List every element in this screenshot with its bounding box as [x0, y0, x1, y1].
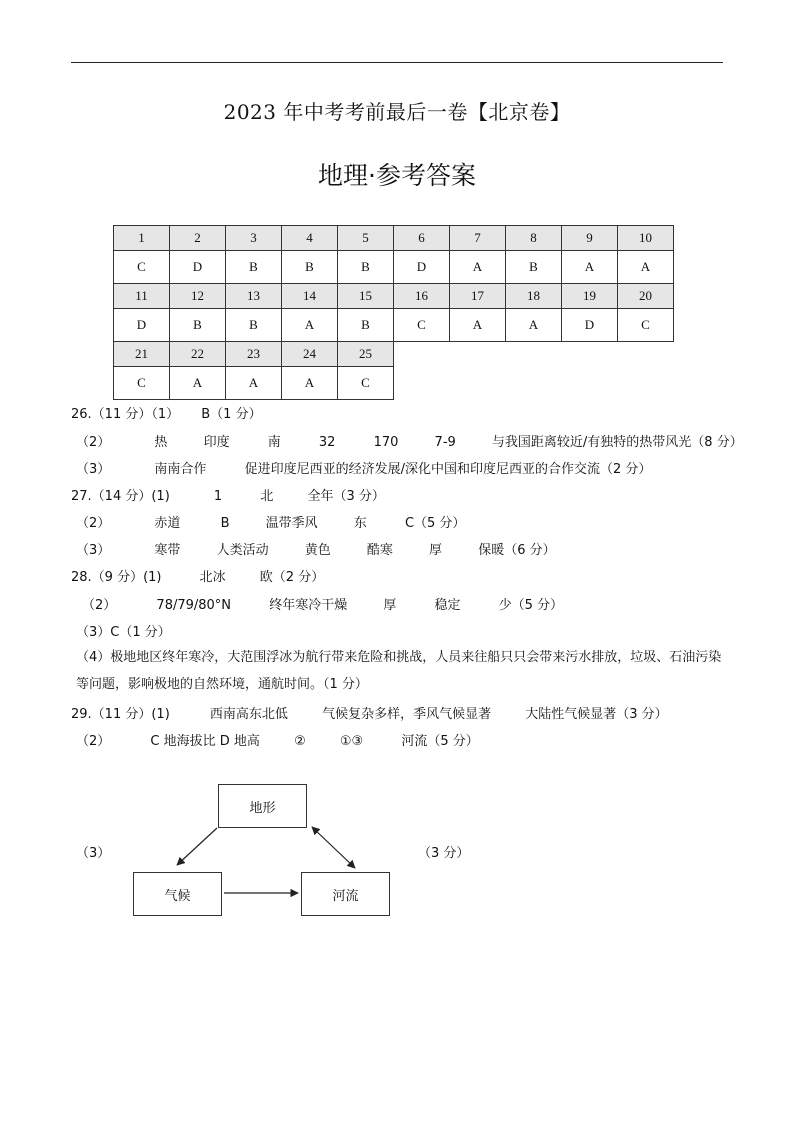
question-number-cell: 18 [506, 284, 562, 309]
question-number-cell: 3 [226, 226, 282, 251]
answer-item: 热 [154, 435, 168, 450]
answer-item: 北 [260, 489, 274, 504]
question-number-cell: 17 [450, 284, 506, 309]
q28-head [71, 566, 324, 585]
answer-cell: B [506, 251, 562, 284]
answer-cell: C [394, 309, 450, 342]
q28-part4: （4）极地地区终年寒冷，大范围浮冰为航行带来危险和挑战，人员来往船只只会带来污水排放，垃圾、石油污染等问题，影响极地的自然环境，通航时间。（1 分） [76, 650, 722, 692]
answer-item: 厚 [429, 543, 443, 558]
empty-cell [618, 342, 674, 367]
answer-item: 7-9 [434, 435, 456, 450]
arrow-terrain-to-climate [177, 828, 217, 865]
answer-item: 与我国距离较近/有独特的热带风光（8 分） [491, 435, 743, 450]
q27-part3 [76, 539, 556, 558]
q29-part3-label: （3） [76, 846, 111, 861]
answer-item: 东 [353, 516, 367, 531]
part-label: （3） [76, 462, 111, 477]
answer-item: 1 [213, 489, 223, 504]
answer-cell: A [450, 309, 506, 342]
question-number-cell: 6 [394, 226, 450, 251]
question-number-cell: 14 [282, 284, 338, 309]
answer-cell: B [338, 251, 394, 284]
q28-part2 [82, 594, 563, 613]
answer-item: 78/79/80°N [156, 598, 232, 613]
empty-cell [450, 367, 506, 400]
q26-part2 [76, 431, 743, 450]
q29-part2 [76, 730, 479, 749]
answer-cell: D [394, 251, 450, 284]
answer-number-row [114, 284, 674, 309]
question-number-cell: 12 [170, 284, 226, 309]
answer-item: 大陆性气候显著（3 分） [525, 707, 668, 722]
answer-item: 终年寒冷干燥 [269, 598, 348, 613]
answer-item: 欧（2 分） [259, 570, 325, 585]
answer-table [113, 225, 674, 400]
answer-item: 170 [373, 435, 399, 450]
answer-item: 32 [318, 435, 336, 450]
diagram-node-river: 河流 [301, 872, 390, 916]
answer-item: C（5 分） [404, 516, 466, 531]
answer-cell: C [114, 367, 170, 400]
q29-part3-score: （3 分） [418, 846, 470, 861]
question-number-cell: 1 [114, 226, 170, 251]
q26-label: 26.（11 分）（1） [71, 407, 180, 422]
answer-item: 全年（3 分） [307, 489, 385, 504]
question-number-cell: 9 [562, 226, 618, 251]
question-number-cell: 5 [338, 226, 394, 251]
question-number-cell: 13 [226, 284, 282, 309]
q27-part2 [76, 512, 465, 531]
answer-value-row [114, 367, 674, 400]
answer-item: 稳定 [434, 598, 461, 613]
question-number-cell: 2 [170, 226, 226, 251]
q26-answer-1: B（1 分） [201, 407, 262, 422]
answer-item: 人类活动 [216, 543, 269, 558]
answer-cell: B [338, 309, 394, 342]
empty-cell [394, 342, 450, 367]
answer-cell: C [618, 309, 674, 342]
answer-item: C 地海拔比 D 地高 [150, 734, 260, 749]
question-number-cell: 4 [282, 226, 338, 251]
diagram-node-climate: 气候 [133, 872, 222, 916]
answer-item: 北冰 [199, 570, 226, 585]
q27-head [71, 485, 385, 504]
answer-cell: A [170, 367, 226, 400]
answer-item: 气候复杂多样，季风气候显著 [322, 707, 492, 722]
answer-cell: A [226, 367, 282, 400]
question-number-cell: 23 [226, 342, 282, 367]
answer-cell: A [450, 251, 506, 284]
part-label: （2） [82, 598, 117, 613]
q28-part3: （3）C（1 分） [76, 625, 171, 640]
answer-item: 南南合作 [154, 462, 207, 477]
part-label: （2） [76, 734, 111, 749]
question-number-cell: 24 [282, 342, 338, 367]
document-subtitle: 地理·参考答案 [318, 161, 476, 190]
answer-cell: C [114, 251, 170, 284]
answer-value-row [114, 251, 674, 284]
answer-cell: A [506, 309, 562, 342]
question-number-cell: 10 [618, 226, 674, 251]
question-number-cell: 16 [394, 284, 450, 309]
answer-cell: D [114, 309, 170, 342]
empty-cell [618, 367, 674, 400]
question-number-cell: 20 [618, 284, 674, 309]
answer-item: ② [294, 734, 306, 749]
document-title: 2023 年中考考前最后一卷【北京卷】 [223, 100, 571, 124]
answer-item: 保暖（6 分） [478, 543, 556, 558]
empty-cell [506, 367, 562, 400]
answer-cell: A [282, 309, 338, 342]
answer-cell: B [226, 309, 282, 342]
question-number-cell: 8 [506, 226, 562, 251]
answer-cell: D [170, 251, 226, 284]
part-label: （3） [76, 543, 111, 558]
answer-item: 温带季风 [265, 516, 318, 531]
arrow-terrain-river-bidirectional [312, 827, 355, 868]
diagram-node-terrain: 地形 [218, 784, 307, 828]
answer-item: 南 [267, 435, 281, 450]
question-number-cell: 25 [338, 342, 394, 367]
answer-item: 少（5 分） [498, 598, 564, 613]
part-label: （2） [76, 435, 111, 450]
question-number-cell: 15 [338, 284, 394, 309]
answer-item: 酷寒 [366, 543, 393, 558]
answer-cell: B [226, 251, 282, 284]
answer-item: 印度 [203, 435, 230, 450]
answer-value-row [114, 309, 674, 342]
answer-cell: C [338, 367, 394, 400]
answer-item: 黄色 [304, 543, 331, 558]
question-number-cell: 7 [450, 226, 506, 251]
q28-label: 28.（9 分）(1) [71, 570, 162, 585]
question-number-cell: 21 [114, 342, 170, 367]
empty-cell [450, 342, 506, 367]
question-number-cell: 22 [170, 342, 226, 367]
answer-item: 促进印度尼西亚的经济发展/深化中国和印度尼西亚的合作交流（2 分） [244, 462, 652, 477]
answer-item: 厚 [383, 598, 397, 613]
answer-item: 赤道 [154, 516, 181, 531]
answer-item: ①③ [339, 734, 364, 749]
q29-label: 29.（11 分）(1) [71, 707, 170, 722]
answer-item: 寒带 [154, 543, 181, 558]
answer-item: B [220, 516, 230, 531]
empty-cell [562, 367, 618, 400]
answer-cell: B [170, 309, 226, 342]
empty-cell [394, 367, 450, 400]
answer-number-row [114, 342, 674, 367]
answer-cell: A [282, 367, 338, 400]
question-number-cell: 11 [114, 284, 170, 309]
question-number-cell: 19 [562, 284, 618, 309]
q27-label: 27.（14 分）(1) [71, 489, 170, 504]
answer-cell: A [618, 251, 674, 284]
answer-cell: B [282, 251, 338, 284]
part-label: （2） [76, 516, 111, 531]
answer-item: 西南高东北低 [209, 707, 288, 722]
answer-cell: D [562, 309, 618, 342]
header-rule [71, 62, 723, 63]
q29-head [71, 703, 668, 722]
empty-cell [562, 342, 618, 367]
answer-cell: A [562, 251, 618, 284]
q26-part3 [76, 458, 651, 477]
empty-cell [506, 342, 562, 367]
answer-item: 河流（5 分） [401, 734, 479, 749]
answer-number-row [114, 226, 674, 251]
q26-head [71, 403, 262, 422]
